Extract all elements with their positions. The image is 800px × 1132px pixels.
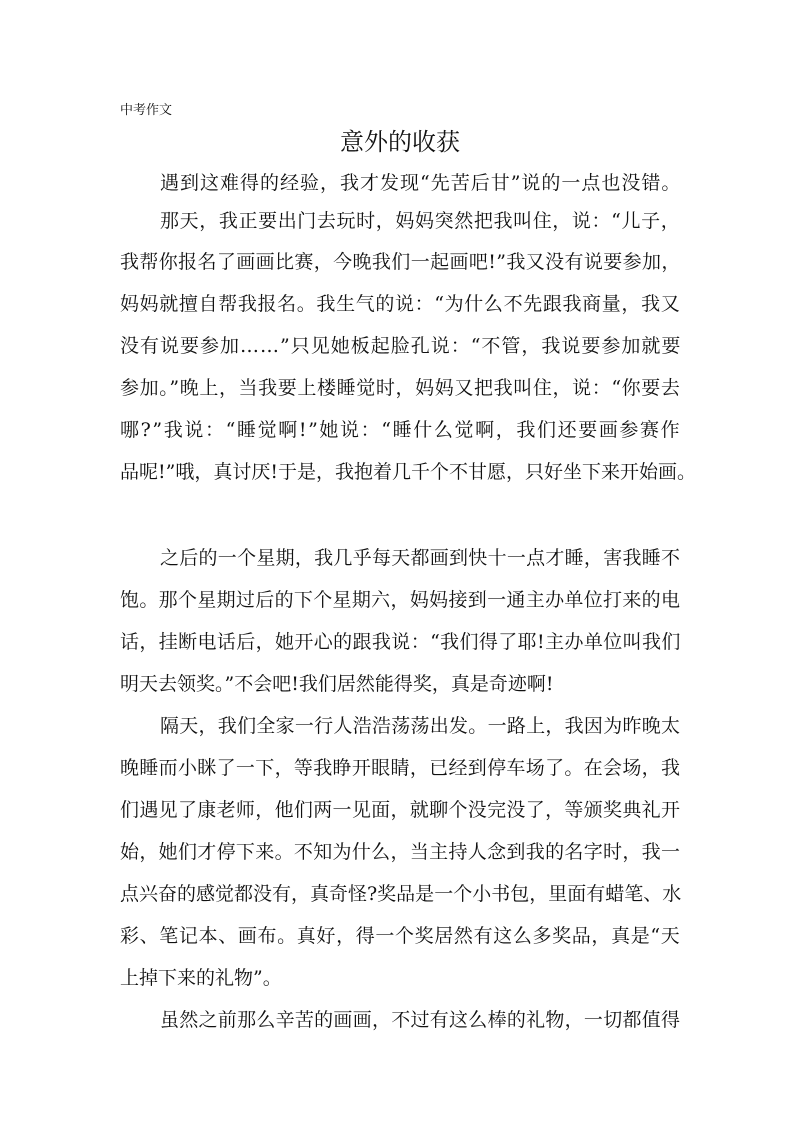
essay-line: 始，她们才停下来。不知为什么，当主持人念到我的名字时，我一	[120, 841, 681, 863]
essay-line: 我帮你报名了画画比赛，今晚我们一起画吧!”我又没有说要参加，	[120, 251, 681, 273]
essay-line: 上掉下来的礼物”。	[120, 967, 282, 989]
document-header: 中考作文	[120, 103, 173, 118]
essay-line: 那天，我正要出门去玩时，妈妈突然把我叫住，说：“儿子，	[160, 210, 681, 232]
essay-line: 哪?”我说：“睡觉啊!”她说：“睡什么觉啊，我们还要画参赛作	[120, 419, 682, 441]
essay-line: 妈妈就擅自帮我报名。我生气的说：“为什么不先跟我商量，我又	[120, 293, 681, 315]
essay-line: 之后的一个星期，我几乎每天都画到快十一点才睡，害我睡不	[160, 547, 681, 569]
essay-line: 遇到这难得的经验，我才发现“先苦后甘”说的一点也没错。	[160, 172, 682, 194]
essay-line: 彩、笔记本、画布。真好，得一个奖居然有这么多奖品，真是“天	[120, 925, 681, 947]
essay-line: 话，挂断电话后，她开心的跟我说：“我们得了耶!主办单位叫我们	[120, 631, 681, 653]
essay-line: 们遇见了康老师，他们两一见面，就聊个没完没了，等颁奖典礼开	[120, 799, 681, 821]
essay-line: 饱。那个星期过后的下个星期六，妈妈接到一通主办单位打来的电	[120, 589, 681, 611]
essay-line: 没有说要参加……”只见她板起脸孔说：“不管，我说要参加就要	[120, 335, 682, 357]
essay-line: 明天去领奖。”不会吧!我们居然能得奖，真是奇迹啊!	[120, 673, 554, 695]
essay-line: 虽然之前那么辛苦的画画，不过有这么棒的礼物，一切都值得	[160, 1009, 681, 1031]
essay-title: 意外的收获	[340, 128, 460, 156]
essay-line: 参加。”晚上，当我要上楼睡觉时，妈妈又把我叫住，说：“你要去	[120, 377, 681, 399]
essay-line: 晚睡而小眯了一下，等我睁开眼睛，已经到停车场了。在会场，我	[120, 757, 681, 779]
essay-line: 点兴奋的感觉都没有，真奇怪?奖品是一个小书包，里面有蜡笔、水	[120, 883, 682, 905]
essay-line: 品呢!”哦，真讨厌!于是，我抱着几千个不甘愿，只好坐下来开始画。	[120, 461, 696, 483]
essay-line: 隔天，我们全家一行人浩浩荡荡出发。一路上，我因为昨晚太	[160, 715, 681, 737]
